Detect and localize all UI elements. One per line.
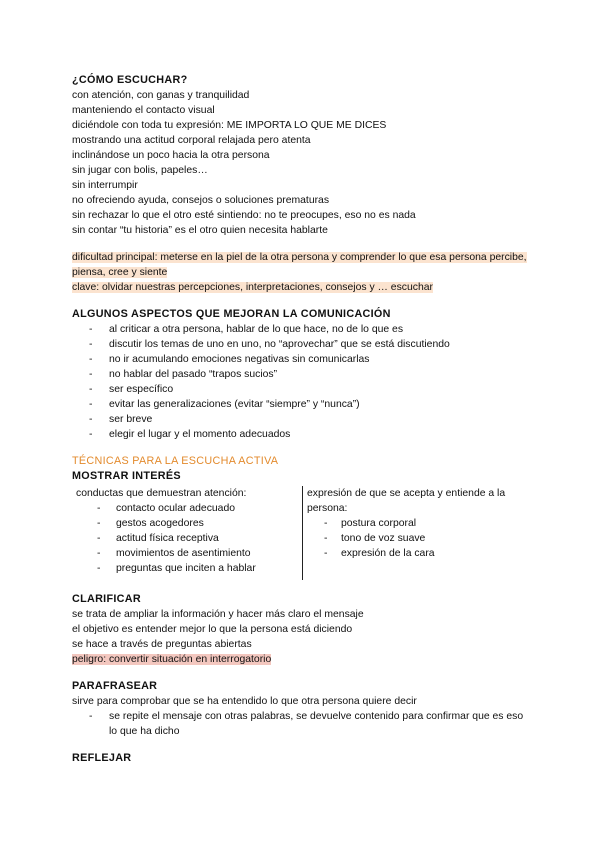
list-item: - gestos acogedores bbox=[76, 516, 302, 531]
right-column bbox=[303, 486, 527, 580]
list-item: - contacto ocular adecuado bbox=[76, 501, 302, 516]
list-item: - discutir los temas de uno en uno, no “aprovechar” que se está discutiendo bbox=[72, 337, 532, 352]
section-title-aspectos: ALGUNOS ASPECTOS QUE MEJORAN LA COMUNICACIÓN bbox=[72, 308, 391, 320]
list-item: - evitar las generalizaciones (evitar “siempre” y “nunca”) bbox=[72, 397, 532, 412]
parafrasear-list bbox=[72, 709, 532, 739]
text-line: diciéndole con toda tu expresión: ME IMPORTA LO QUE ME DICES bbox=[72, 120, 387, 131]
text-line: con atención, con ganas y tranquilidad bbox=[72, 90, 250, 101]
text-line: sin contar “tu historia” es el otro quien necesita hablarte bbox=[72, 225, 328, 236]
clave-highlight: clave: olvidar nuestras percepciones, interpretaciones, consejos y … escuchar bbox=[72, 282, 433, 293]
text-line: manteniendo el contacto visual bbox=[72, 105, 215, 116]
text-line: sin rechazar lo que el otro esté sintiendo: no te preocupes, eso no es nada bbox=[72, 210, 416, 221]
document-page bbox=[72, 73, 532, 766]
section-title-como-escuchar: ¿CÓMO ESCUCHAR? bbox=[72, 74, 188, 86]
subsection-title-clarificar: CLARIFICAR bbox=[72, 593, 141, 605]
subsection-title-reflejar: REFLEJAR bbox=[72, 752, 132, 764]
text-line: se hace a través de preguntas abiertas bbox=[72, 639, 252, 650]
text-line: el objetivo es entender mejor lo que la persona está diciendo bbox=[72, 624, 353, 635]
list-item: - tono de voz suave bbox=[307, 531, 527, 546]
list-item: - ser breve bbox=[72, 412, 532, 427]
left-intro: conductas que demuestran atención: bbox=[76, 488, 247, 499]
peligro-highlight: peligro: convertir situación en interrogatorio bbox=[72, 654, 272, 665]
list-item: - expresión de la cara bbox=[307, 546, 527, 561]
como-escuchar-lines bbox=[72, 88, 532, 238]
text-line: sirve para comprobar que se ha entendido lo que otra persona quiere decir bbox=[72, 696, 417, 707]
right-intro: expresión de que se acepta y entiende a la persona: bbox=[307, 488, 506, 514]
aspectos-list bbox=[72, 322, 532, 442]
clave-note bbox=[72, 280, 532, 295]
list-item: - no hablar del pasado “trapos sucios” bbox=[72, 367, 532, 382]
subsection-title-parafrasear: PARAFRASEAR bbox=[72, 680, 158, 692]
list-item: - elegir el lugar y el momento adecuados bbox=[72, 427, 532, 442]
list-item: - al criticar a otra persona, hablar de lo que hace, no de lo que es bbox=[72, 322, 532, 337]
text-line: sin jugar con bolis, papeles… bbox=[72, 165, 208, 176]
subsection-title-mostrar-interes: MOSTRAR INTERÉS bbox=[72, 470, 181, 482]
left-column bbox=[72, 486, 303, 580]
text-line: mostrando una actitud corporal relajada pero atenta bbox=[72, 135, 311, 146]
list-item: - ser específico bbox=[72, 382, 532, 397]
text-line: no ofreciendo ayuda, consejos o soluciones prematuras bbox=[72, 195, 330, 206]
list-item: - postura corporal bbox=[307, 516, 527, 531]
list-item: - se repite el mensaje con otras palabras, se devuelve contenido para confirmar que es eso lo que ha dicho bbox=[72, 709, 532, 739]
text-line: inclinándose un poco hacia la otra persona bbox=[72, 150, 270, 161]
text-line: sin interrumpir bbox=[72, 180, 138, 191]
right-list bbox=[307, 516, 527, 561]
mostrar-interes-columns bbox=[72, 486, 532, 580]
list-item: - preguntas que inciten a hablar bbox=[76, 561, 302, 576]
text-line: se trata de ampliar la información y hacer más claro el mensaje bbox=[72, 609, 364, 620]
list-item: - movimientos de asentimiento bbox=[76, 546, 302, 561]
left-list bbox=[76, 501, 302, 576]
list-item: - no ir acumulando emociones negativas sin comunicarlas bbox=[72, 352, 532, 367]
dificultad-note bbox=[72, 250, 532, 280]
list-item: - actitud física receptiva bbox=[76, 531, 302, 546]
peligro-note bbox=[72, 652, 532, 667]
section-title-tecnicas: TÉCNICAS PARA LA ESCUCHA ACTIVA bbox=[72, 455, 279, 467]
dificultad-highlight: dificultad principal: meterse en la piel de la otra persona y comprender lo que esa persona percibe, piensa, cree y siente bbox=[72, 252, 527, 278]
